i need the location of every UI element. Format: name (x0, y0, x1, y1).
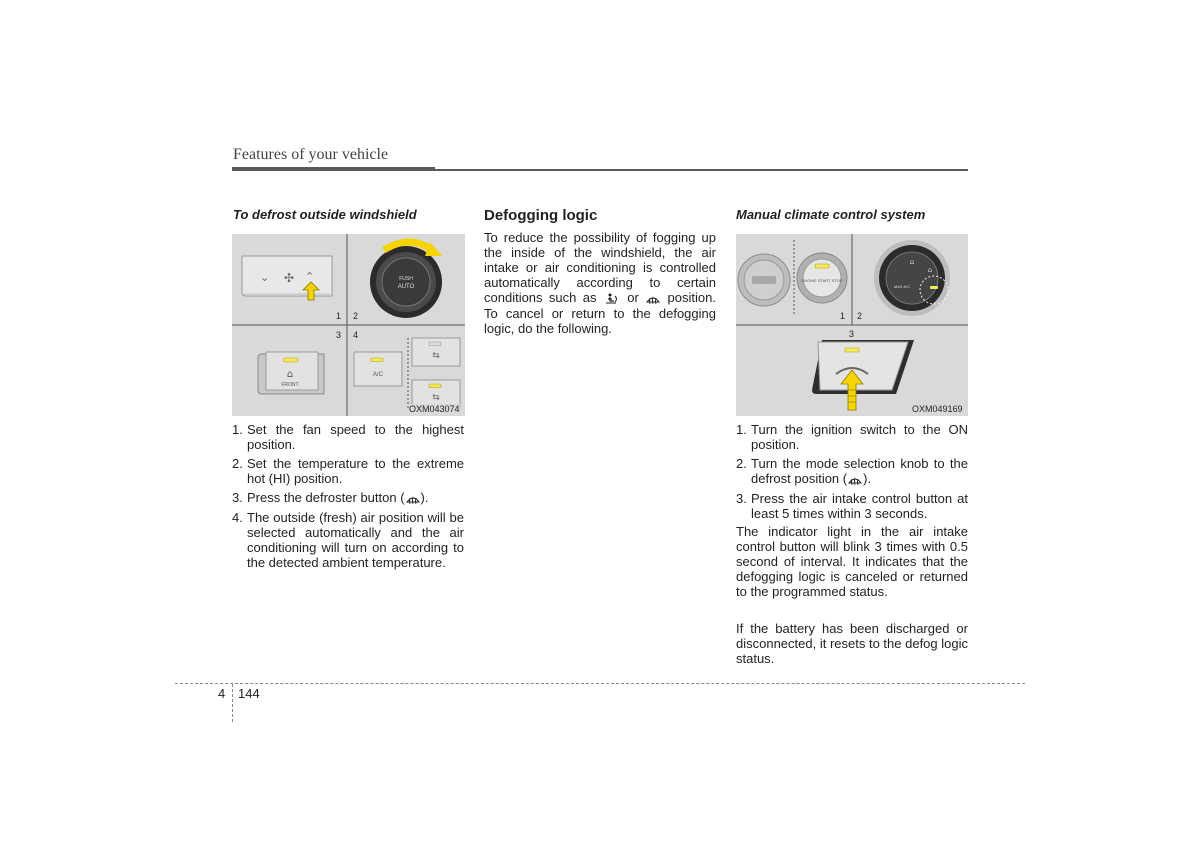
list-item: 1. Set the fan speed to the highest position. (232, 422, 464, 452)
svg-text:⌃: ⌃ (305, 270, 315, 283)
figure-manual-climate (736, 234, 968, 416)
right-heading: Manual climate control system (736, 207, 926, 222)
footer-rule (175, 683, 1025, 684)
figure-defrost-illustration (232, 234, 465, 416)
svg-text:⌂: ⌂ (909, 258, 915, 266)
ac-label: A/C (372, 372, 384, 378)
middle-heading: Defogging logic (484, 207, 598, 224)
left-heading: To defrost outside windshield (233, 207, 417, 222)
knob-text: MAX A/C (893, 284, 911, 289)
defrost-icon (847, 473, 863, 487)
list-item: 2. Turn the mode selection knob to the defrost position ( ). (736, 456, 968, 486)
right-paragraph-2: If the battery has been discharged or disconnected, it resets to the defog logic status. (736, 621, 968, 666)
svg-text:⇆: ⇆ (432, 393, 440, 403)
svg-text:✣: ✣ (284, 271, 295, 285)
fig-label-2: 2 (353, 311, 359, 321)
fig-label-4: 4 (353, 330, 359, 340)
fig-label-1: 1 (336, 311, 342, 321)
right-paragraph-1: The indicator light in the air intake control button will blink 3 times with 0.5 second of interval. It indicates that the defogging logic is canceled or returned to the programmed status. (736, 524, 968, 599)
footer-divider (232, 684, 233, 722)
fig-label-3: 3 (336, 330, 342, 340)
figure-caption-right: OXM049169 (912, 404, 963, 414)
fig-label-3: 3 (849, 329, 855, 339)
svg-text:⌄: ⌄ (260, 271, 270, 284)
middle-paragraph: To reduce the possibility of fogging up the inside of the windshield, the air intake or air conditioning is controlled automatically according to certain conditions such as or position. To cancel or return to the defogging logic, do the following. (484, 230, 716, 336)
figure-caption-left: OXM043074 (409, 404, 460, 414)
left-steps-list (232, 422, 464, 574)
header-rule-thin (435, 169, 968, 171)
chapter-number: 4 (218, 686, 226, 701)
svg-text:⌂: ⌂ (286, 369, 294, 380)
defrost-icon (405, 492, 421, 506)
list-item: 4. The outside (fresh) air position will be selected automatically and the air conditioning will turn on according to the detected ambient temperature. (232, 509, 464, 570)
knob-text-top: FUSH (399, 276, 413, 282)
floor-defrost-icon (603, 292, 621, 306)
right-steps-list (736, 422, 968, 525)
figure-manual-climate-illustration (736, 234, 968, 416)
list-item: 1. Turn the ignition switch to the ON position. (736, 422, 968, 452)
page-number: 144 (238, 686, 260, 701)
svg-text:⇆: ⇆ (432, 351, 440, 361)
page-header-title: Features of your vehicle (233, 146, 389, 163)
front-label: FRONT (281, 382, 299, 388)
svg-text:⌂: ⌂ (927, 266, 933, 274)
list-item: 3. Press the air intake control button at least 5 times within 3 seconds. (736, 490, 968, 521)
fig-label-2: 2 (857, 311, 863, 321)
list-item: 3. Press the defroster button ( ). (232, 490, 429, 505)
fig-label-1: 1 (840, 311, 846, 321)
knob-text-bottom: AUTO (397, 284, 415, 290)
engine-button-text: ENGINE START STOP (801, 278, 843, 283)
figure-defrost-controls (232, 234, 465, 416)
header-rule-thick (232, 167, 435, 171)
defrost-icon (645, 292, 661, 306)
list-item: 2. Set the temperature to the extreme hot (HI) position. (232, 456, 464, 486)
